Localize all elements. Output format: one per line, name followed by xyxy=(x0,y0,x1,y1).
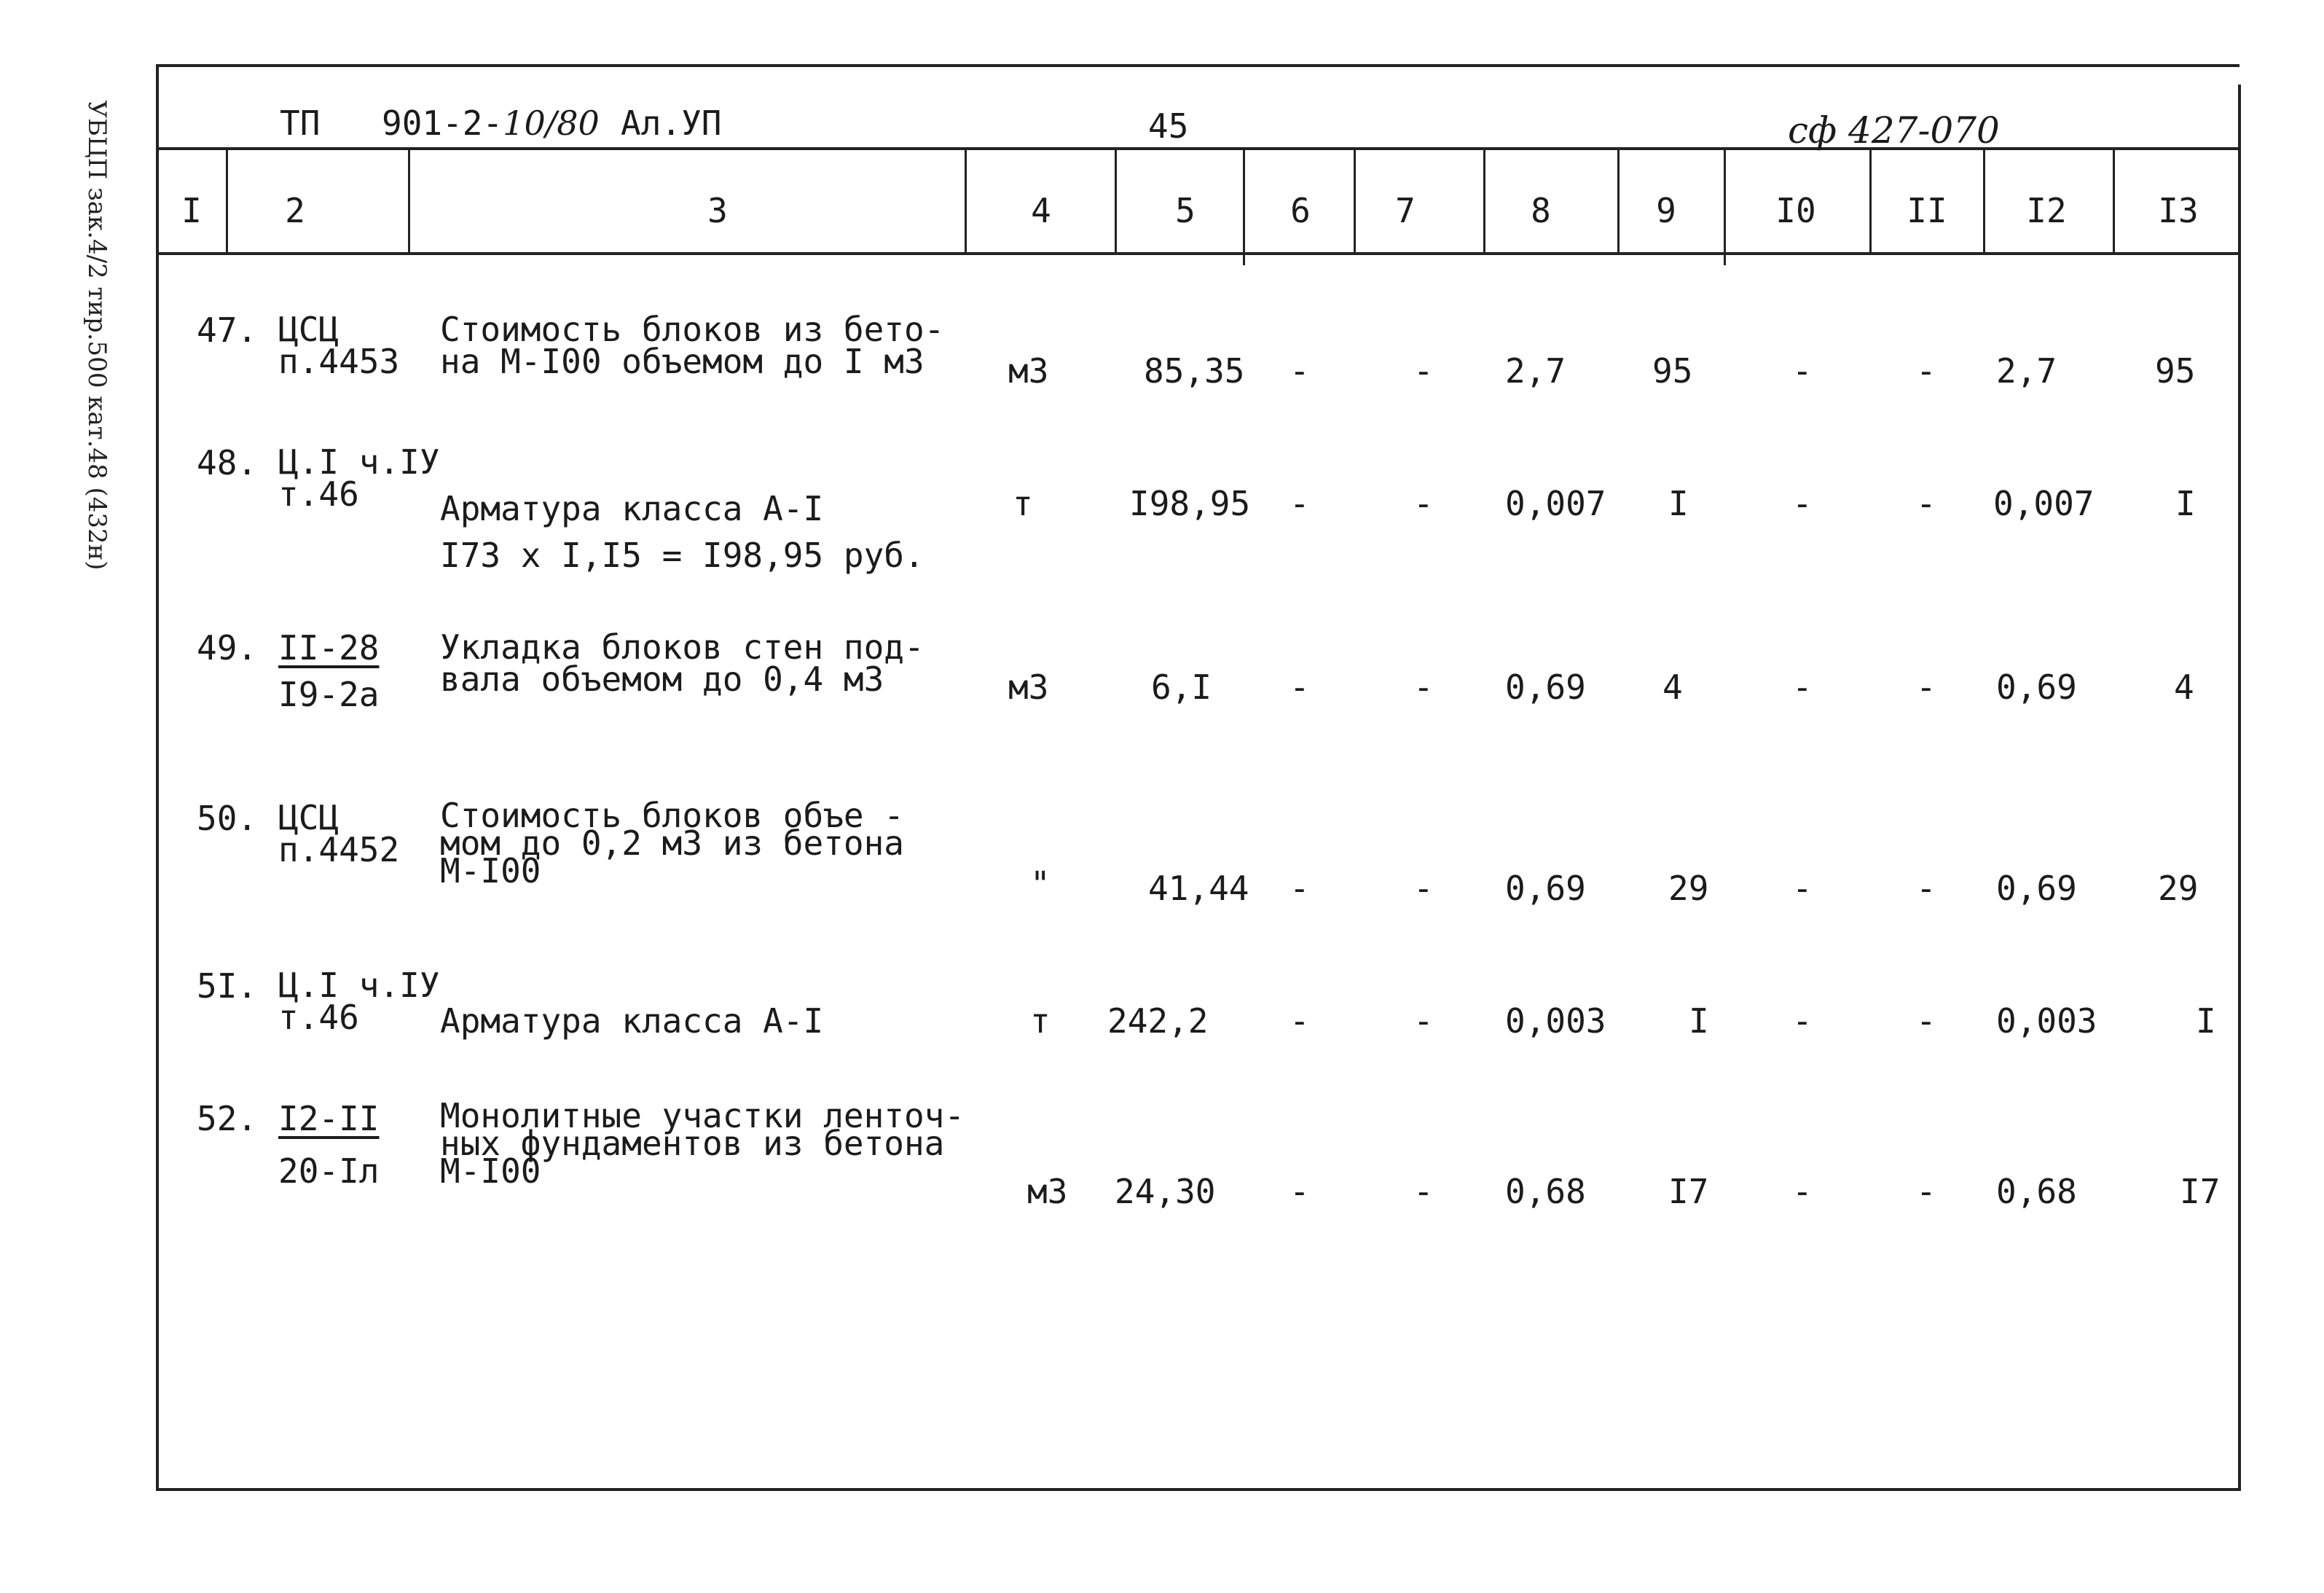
row-c12: 0,69 xyxy=(1996,668,2077,707)
row-c10: - xyxy=(1792,869,1813,908)
header-rule-bottom xyxy=(156,252,2239,255)
side-stamp-text: УБЦП зак.4/2 тир.500 кат.48 (432н) xyxy=(82,100,111,571)
row-c10: - xyxy=(1792,1172,1813,1211)
row-c11: - xyxy=(1916,1172,1936,1211)
row-c12: 2,7 xyxy=(1996,351,2057,391)
desc-line: Стоимость блоков объе - xyxy=(440,796,904,835)
col-num-5: 5 xyxy=(1175,191,1196,230)
desc-line: Укладка блоков стен под- xyxy=(440,627,925,667)
row-c11: - xyxy=(1916,869,1936,908)
row-number: 48. xyxy=(197,443,258,482)
desc-line: ных фундаментов из бетона xyxy=(440,1124,945,1163)
series-label: ТП xyxy=(280,103,321,143)
col-num-3: 3 xyxy=(707,191,728,230)
row-c7: - xyxy=(1413,1172,1434,1211)
row-c13: 29 xyxy=(2158,869,2199,908)
col-num-8: 8 xyxy=(1531,191,1551,230)
row-code xyxy=(278,442,440,514)
row-c9: 4 xyxy=(1662,668,1683,707)
col-sep xyxy=(1617,149,1620,252)
frame-top xyxy=(156,64,2239,67)
row-c13: I xyxy=(2175,484,2196,523)
frame-right xyxy=(2238,85,2241,1491)
row-c8: 0,69 xyxy=(1505,668,1586,707)
doc-code xyxy=(382,103,600,143)
col-sep xyxy=(965,149,967,252)
row-c7: - xyxy=(1413,668,1434,707)
col-sep xyxy=(1983,149,1985,252)
row-c8: 0,69 xyxy=(1505,869,1586,908)
row-c8: 0,003 xyxy=(1505,1001,1606,1041)
desc-line: Стоимость блоков из бето- xyxy=(440,310,945,349)
code-line: т.46 xyxy=(278,998,359,1037)
row-code-bottom: I9-2а xyxy=(278,675,380,714)
code-line: п.4453 xyxy=(278,342,400,381)
row-c13: I xyxy=(2196,1001,2216,1041)
col-sep xyxy=(1483,149,1485,252)
row-number: 49. xyxy=(197,628,258,668)
code-line: Ц.I ч.IУ xyxy=(278,966,440,1005)
row-description xyxy=(440,310,945,381)
row-c12: 0,003 xyxy=(1996,1001,2097,1041)
code-line: ЦСЦ xyxy=(278,310,339,349)
col-sep xyxy=(1869,149,1872,252)
row-c7: - xyxy=(1413,1001,1434,1041)
desc-line: вала объемом до 0,4 м3 xyxy=(440,659,884,699)
desc-line: на М-I00 объемом до I м3 xyxy=(440,342,925,381)
row-c11: - xyxy=(1916,351,1936,391)
row-c6: - xyxy=(1289,1001,1310,1041)
row-c13: I7 xyxy=(2180,1172,2221,1211)
row-c9: 95 xyxy=(1652,351,1693,391)
col-num-13: I3 xyxy=(2158,191,2199,230)
page-number: 45 xyxy=(1148,106,1189,146)
frame-left xyxy=(156,64,159,1491)
code-line: т.46 xyxy=(278,474,359,514)
row-description xyxy=(440,1096,965,1191)
doc-code-handwritten: 10/80 xyxy=(503,103,600,143)
col-sep xyxy=(1243,149,1245,265)
row-c12: 0,007 xyxy=(1993,484,2095,523)
row-number: 47. xyxy=(197,310,258,350)
row-unit: м3 xyxy=(1008,668,1049,707)
frame-bottom xyxy=(156,1488,2241,1491)
row-c6: - xyxy=(1289,1172,1310,1211)
desc-line: мом до 0,2 м3 из бетона xyxy=(440,823,904,863)
row-number: 5I. xyxy=(197,966,258,1006)
row-c10: - xyxy=(1792,668,1813,707)
row-c13: 4 xyxy=(2174,668,2194,707)
row-c11: - xyxy=(1916,668,1936,707)
col-num-6: 6 xyxy=(1290,191,1311,230)
row-c13: 95 xyxy=(2155,351,2196,391)
desc-line: М-I00 xyxy=(440,1151,541,1191)
col-sep xyxy=(1115,149,1117,252)
row-c9: I xyxy=(1689,1001,1709,1041)
row-code xyxy=(278,798,400,869)
desc-line: I73 х I,I5 = I98,95 руб. xyxy=(440,536,925,575)
col-num-11: II xyxy=(1907,191,1947,230)
col-sep xyxy=(2113,149,2115,252)
handwritten-ref: сф 427-070 xyxy=(1788,109,2000,152)
row-c12: 0,68 xyxy=(1996,1172,2077,1211)
row-c12: 0,69 xyxy=(1996,869,2077,908)
row-unit: т xyxy=(1013,484,1033,523)
row-c10: - xyxy=(1792,1001,1813,1041)
row-code xyxy=(278,966,440,1037)
desc-line: М-I00 xyxy=(440,851,541,891)
col-num-2: 2 xyxy=(285,191,305,230)
col-num-7: 7 xyxy=(1395,191,1416,230)
col-sep xyxy=(1354,149,1356,252)
row-c7: - xyxy=(1413,869,1434,908)
col-sep xyxy=(408,149,410,252)
col-num-9: 9 xyxy=(1656,191,1676,230)
row-c8: 0,68 xyxy=(1505,1172,1586,1211)
col-num-12: I2 xyxy=(2026,191,2067,230)
doc-code-printed: 901-2- xyxy=(382,103,503,143)
code-line: Ц.I ч.IУ xyxy=(278,442,440,482)
row-c10: - xyxy=(1792,351,1813,391)
desc-line: Монолитные участки ленточ- xyxy=(440,1096,965,1135)
row-number: 50. xyxy=(197,799,258,838)
row-description: Арматура класса А-I xyxy=(440,1001,824,1041)
row-c11: - xyxy=(1916,1001,1936,1041)
row-code-top: I2-II xyxy=(278,1099,380,1138)
code-line: ЦСЦ xyxy=(278,798,339,837)
row-c11: - xyxy=(1916,484,1936,523)
row-unit: " xyxy=(1030,864,1051,904)
row-code xyxy=(278,310,400,381)
col-num-10: I0 xyxy=(1775,191,1816,230)
row-c6: - xyxy=(1289,484,1310,523)
row-unit: т xyxy=(1030,1001,1051,1041)
row-price: 85,35 xyxy=(1144,351,1245,391)
row-c9: I xyxy=(1668,484,1689,523)
col-sep xyxy=(1724,149,1726,265)
row-c8: 2,7 xyxy=(1505,351,1566,391)
row-price: 41,44 xyxy=(1148,869,1249,908)
row-c6: - xyxy=(1289,869,1310,908)
row-number: 52. xyxy=(197,1099,258,1138)
row-price: I98,95 xyxy=(1129,484,1251,523)
row-description xyxy=(440,627,925,699)
col-num-1: I xyxy=(181,191,202,230)
row-description xyxy=(440,796,904,891)
side-stamp xyxy=(64,73,130,598)
row-price: 6,I xyxy=(1151,668,1212,707)
row-c7: - xyxy=(1413,484,1434,523)
row-unit: м3 xyxy=(1008,351,1049,391)
row-c10: - xyxy=(1792,484,1813,523)
row-price: 242,2 xyxy=(1107,1001,1209,1041)
row-c6: - xyxy=(1289,351,1310,391)
col-num-4: 4 xyxy=(1031,191,1051,230)
row-unit: м3 xyxy=(1027,1172,1068,1211)
row-c8: 0,007 xyxy=(1505,484,1606,523)
row-price: 24,30 xyxy=(1115,1172,1216,1211)
row-c9: I7 xyxy=(1668,1172,1709,1211)
row-code-top: II-28 xyxy=(278,628,380,668)
desc-line: Арматура класса А-I xyxy=(440,489,824,528)
row-code-bottom: 20-Iл xyxy=(278,1151,380,1191)
album-label: Ал.УП xyxy=(621,103,722,143)
row-description xyxy=(440,485,925,579)
row-c7: - xyxy=(1413,351,1434,391)
code-line: п.4452 xyxy=(278,830,400,869)
col-sep xyxy=(226,149,228,252)
row-c9: 29 xyxy=(1668,869,1709,908)
row-c6: - xyxy=(1289,668,1310,707)
